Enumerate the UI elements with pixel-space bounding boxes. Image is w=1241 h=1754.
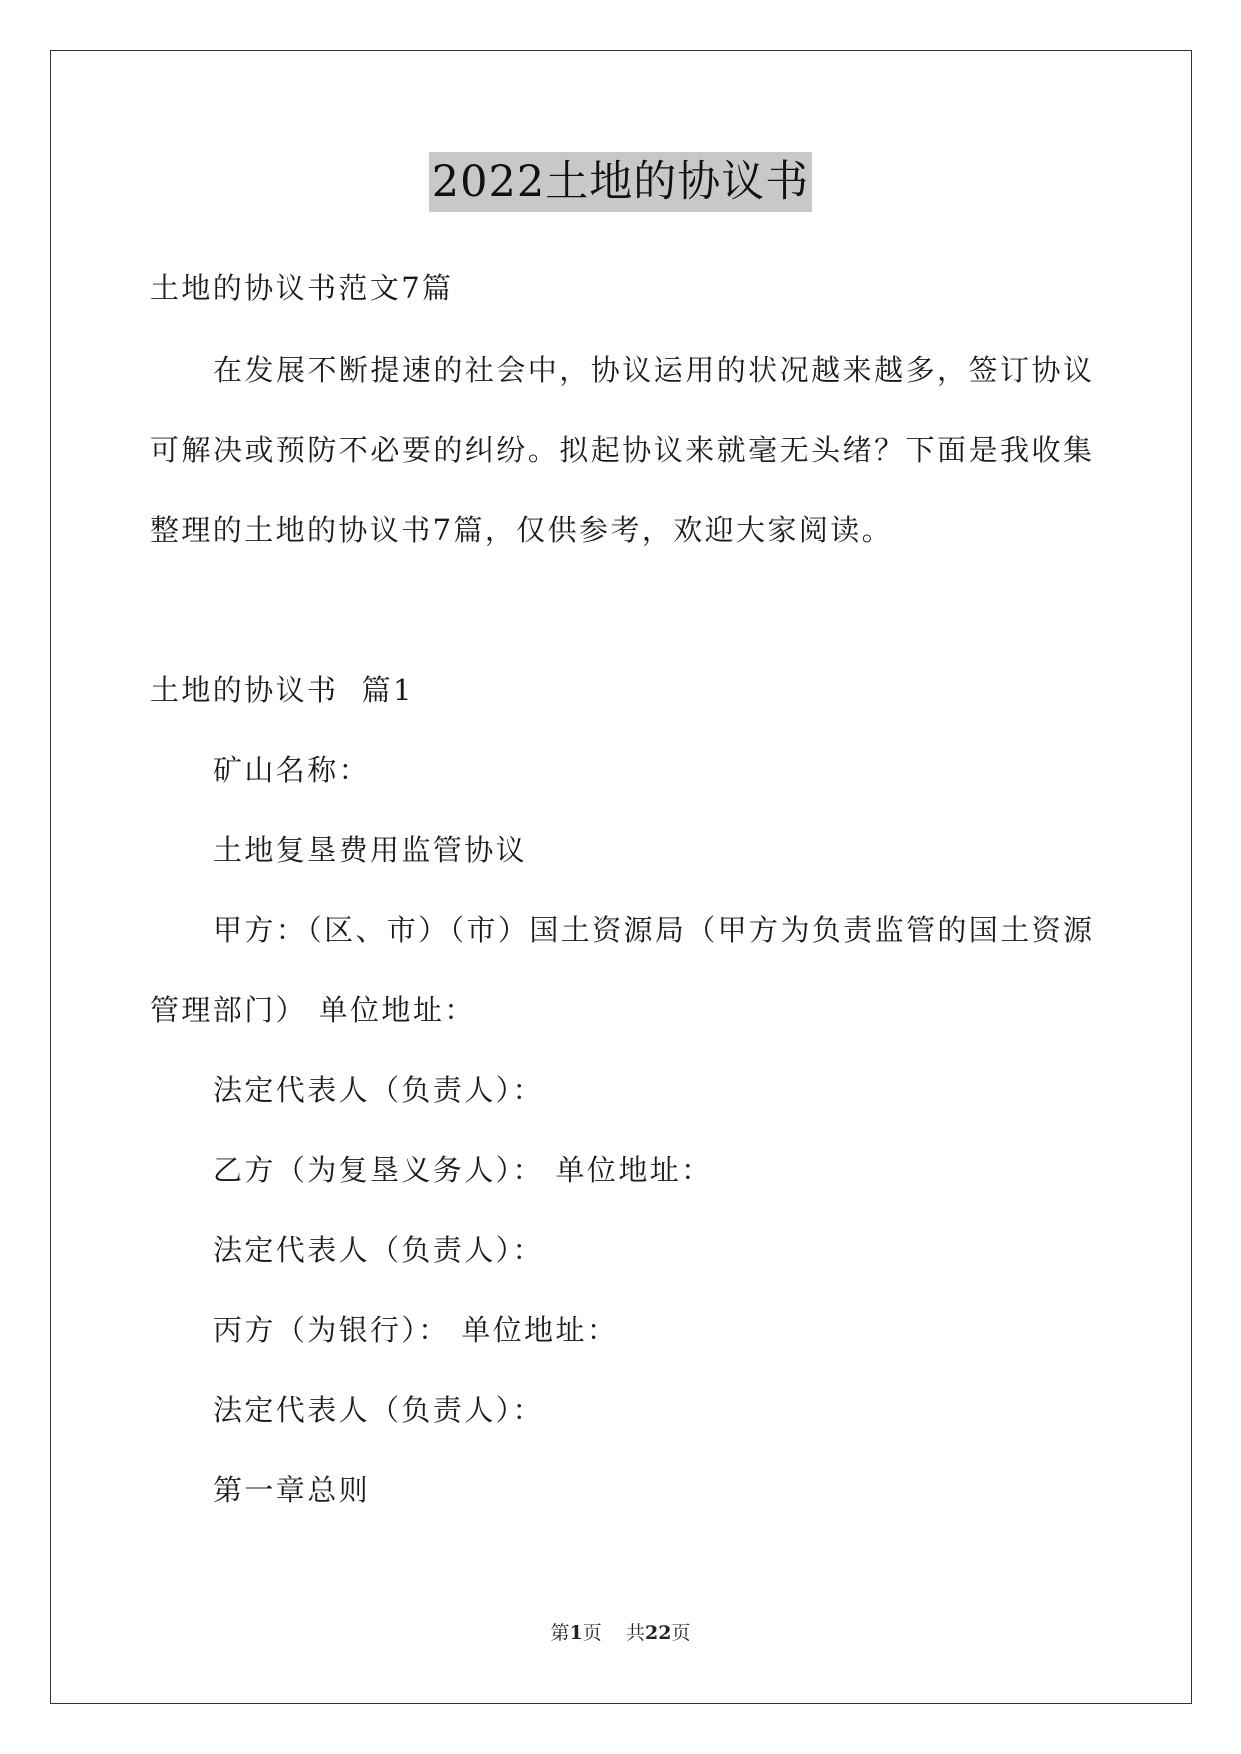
footer-prefix: 第 <box>550 1622 570 1644</box>
intro-line-1: 在发展不断提速的社会中，协议运用的状况越来越多，签订协议 <box>213 353 1092 387</box>
party-a-line-1: 甲方：（区、市）（市）国土资源局（甲方为负责监管的国土资源 <box>213 913 1092 947</box>
agreement-name: 土地复垦费用监管协议 <box>213 833 528 867</box>
chapter-heading: 第一章总则 <box>213 1473 371 1507</box>
party-b-representative: 法定代表人（负责人）： <box>213 1233 544 1267</box>
intro-line-2: 可解决或预防不必要的纠纷。拟起协议来就毫无头绪？下面是我收集 <box>150 433 1092 467</box>
page-footer <box>0 1620 1241 1646</box>
section-heading: 土地的协议书 篇1 <box>150 673 414 707</box>
party-a-representative: 法定代表人（负责人）： <box>213 1073 544 1107</box>
party-c-line: 丙方（为银行）： 单位地址： <box>213 1313 619 1347</box>
footer-page-suffix: 页 <box>582 1622 602 1644</box>
footer-page-number: 1 <box>569 1622 583 1644</box>
mine-name-field: 矿山名称： <box>213 753 371 787</box>
title-container <box>0 152 1241 212</box>
footer-total-suffix: 页 <box>671 1622 691 1644</box>
party-c-representative: 法定代表人（负责人）： <box>213 1393 544 1427</box>
document-subtitle: 土地的协议书范文7篇 <box>150 271 454 305</box>
document-title: 2022土地的协议书 <box>429 152 812 212</box>
party-b-line: 乙方（为复垦义务人）： 单位地址： <box>213 1153 713 1187</box>
footer-total-pages: 22 <box>644 1622 672 1644</box>
intro-line-3: 整理的土地的协议书7篇，仅供参考，欢迎大家阅读。 <box>150 513 894 547</box>
party-a-line-2: 管理部门） 单位地址： <box>150 993 476 1027</box>
footer-total-prefix: 共 <box>625 1622 645 1644</box>
